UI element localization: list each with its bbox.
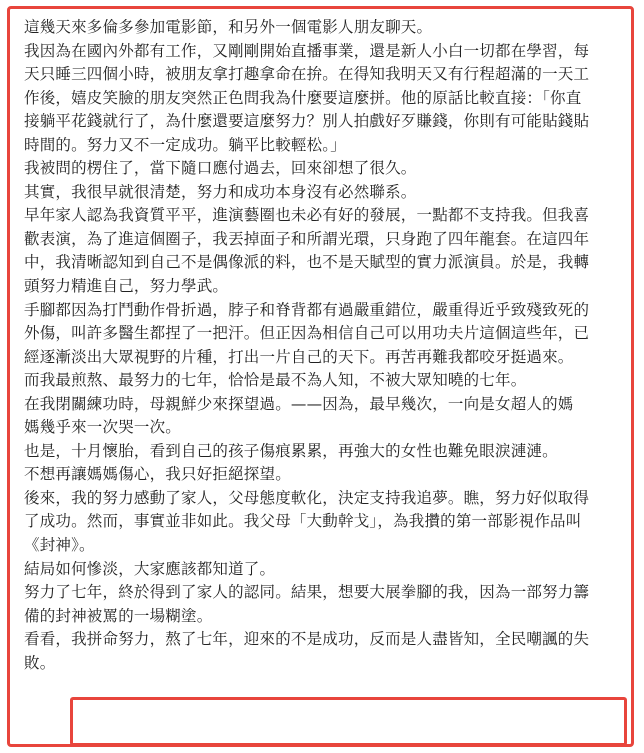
text-line: 早年家人認為我資質平平，進演藝圈也未必有好的發展，一點都不支持我。但我喜 bbox=[24, 206, 590, 225]
text-line: 我因為在國內外都有工作，又剛剛開始直播事業，還是新人小白一切都在學習，每 bbox=[24, 41, 590, 60]
text-line: 努力了七年，終於得到了家人的認同。結果，想要大展拳腳的我，因為一部努力籌 bbox=[24, 583, 590, 602]
text-line: 《封神》。 bbox=[24, 536, 95, 555]
article-body bbox=[24, 16, 628, 675]
text-line: 中，我清晰認知到自己不是偶像派的料，也不是天賦型的實力派演員。於是，我轉 bbox=[24, 253, 590, 272]
text-line: 接躺平花錢就行了，為什麼還要這麼努力？別人拍戲好歹賺錢，你則有可能貼錢貼 bbox=[24, 112, 590, 131]
text-line: 外傷，叫許多醫生都捏了一把汗。但正因為相信自己可以用功夫片這個這些年，已 bbox=[24, 324, 590, 343]
text-line: 經逐漸淡出大眾視野的片種，打出一片自己的天下。再苦再難我都咬牙挺過來。 bbox=[24, 347, 574, 366]
text-line: 手腳都因為打鬥動作骨折過，脖子和脊背都有過嚴重錯位，嚴重得近乎致殘致死的 bbox=[24, 300, 590, 319]
text-line: 也是，十月懷胎，看到自己的孩子傷痕累累，再強大的女性也難免眼淚漣漣。 bbox=[24, 441, 558, 460]
text-line: 後來，我的努力感動了家人，父母態度軟化，決定支持我追夢。瞧，努力好似取得 bbox=[24, 488, 590, 507]
text-line: 而我最煎熬、最努力的七年，恰恰是最不為人知，不被大眾知曉的七年。 bbox=[24, 371, 527, 390]
article-frame bbox=[7, 6, 634, 747]
text-line: 了成功。然而，事實並非如此。我父母「大動幹戈」，為我攢的第一部影視作品叫 bbox=[24, 512, 582, 531]
text-line: 在我閉關練功時，母親鮮少來探望過。——因為，最早幾次，一向是女超人的媽 bbox=[24, 394, 574, 413]
text-line: 時間的。努力又不一定成功。躺平比較輕松。」 bbox=[24, 135, 346, 154]
text-line: 其實，我很早就很清楚，努力和成功本身沒有必然聯系。 bbox=[24, 182, 417, 201]
text-line: 歡表演，為了進這個圈子，我丟掉面子和所謂光環，只身跑了四年龍套。在這四年 bbox=[24, 229, 590, 248]
text-line: 敗。 bbox=[24, 653, 56, 672]
text-line: 作後，嬉皮笑臉的朋友突然正色問我為什麼要這麼拼。他的原話比較直接：「你直 bbox=[24, 88, 582, 107]
text-line: 我被問的楞住了，當下隨口應付過去，回來卻想了很久。 bbox=[24, 159, 417, 178]
text-line: 媽幾乎來一次哭一次。 bbox=[24, 418, 182, 437]
text-line: 頭努力精進自己，努力學武。 bbox=[24, 277, 229, 296]
text-line: 這幾天來多倫多參加電影節，和另外一個電影人朋友聊天。 bbox=[24, 18, 433, 36]
text-line: 不想再讓媽媽傷心，我只好拒絕探望。 bbox=[24, 465, 291, 484]
text-line: 結局如何慘淡，大家應該都知道了。 bbox=[24, 559, 276, 578]
text-line: 看看，我拼命努力，熬了七年，迎來的不是成功，反而是人盡皆知，全民嘲諷的失 bbox=[24, 630, 590, 649]
text-line: 天只睡三四個小時，被朋友拿打趣拿命在拚。在得知我明天又有行程超滿的一天工 bbox=[24, 65, 590, 84]
text-line: 備的封神被罵的一場糊塗。 bbox=[24, 606, 213, 625]
